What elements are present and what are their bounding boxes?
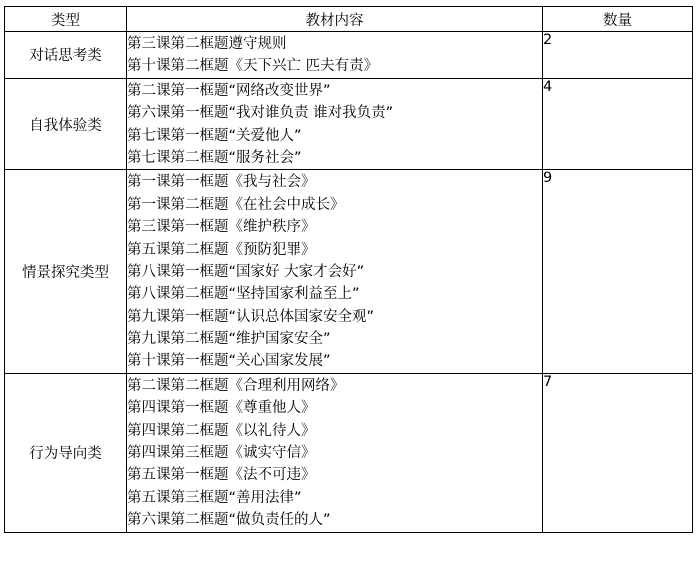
content-cell <box>127 170 543 374</box>
count-cell: 9 <box>543 170 693 374</box>
content-item: 第四课第三框题《诚实守信》 <box>127 445 316 462</box>
content-item: 第九课第一框题“认识总体国家安全观” <box>127 308 375 325</box>
content-item: 第二课第一框题“网络改变世界” <box>127 82 331 99</box>
table-row <box>5 170 693 374</box>
content-item: 第六课第二框题“做负责任的人” <box>127 512 331 529</box>
count-cell: 2 <box>543 32 693 79</box>
textbook-content-table <box>4 6 693 533</box>
content-item: 第五课第一框题《法不可违》 <box>127 467 316 484</box>
table-row <box>5 373 693 532</box>
content-item: 第一课第二框题《在社会中成长》 <box>127 196 345 213</box>
content-item: 第十课第一框题“关心国家发展” <box>127 353 331 370</box>
content-item: 第四课第一框题《尊重他人》 <box>127 400 316 417</box>
type-cell: 自我体验类 <box>5 78 127 170</box>
table-row <box>5 78 693 170</box>
content-item: 第八课第二框题“坚持国家利益至上” <box>127 286 360 303</box>
content-item: 第五课第三框题“善用法律” <box>127 489 302 506</box>
type-cell: 情景探究类型 <box>5 170 127 374</box>
header-type: 类型 <box>5 7 127 32</box>
count-cell: 7 <box>543 373 693 532</box>
content-cell <box>127 32 543 79</box>
content-item: 第十课第二框题《天下兴亡 匹夫有责》 <box>127 58 379 75</box>
content-item: 第三课第二框题遵守规则 <box>127 36 287 52</box>
content-cell <box>127 373 543 532</box>
content-item: 第三课第一框题《维护秩序》 <box>127 219 316 236</box>
content-item: 第二课第二框题《合理利用网络》 <box>127 377 345 394</box>
content-item: 第六课第一框题“我对谁负责 谁对我负责” <box>127 105 394 122</box>
header-count: 数量 <box>543 7 693 32</box>
header-row <box>5 7 693 32</box>
type-cell: 对话思考类 <box>5 32 127 79</box>
content-item: 第一课第一框题《我与社会》 <box>127 174 316 191</box>
type-cell: 行为导向类 <box>5 373 127 532</box>
header-content: 教材内容 <box>127 7 543 32</box>
content-item: 第五课第二框题《预防犯罪》 <box>127 241 316 258</box>
content-cell <box>127 78 543 170</box>
content-item: 第七课第一框题“关爱他人” <box>127 127 302 144</box>
content-item: 第四课第二框题《以礼待人》 <box>127 422 316 439</box>
table-row <box>5 32 693 79</box>
content-item: 第九课第二框题“维护国家安全” <box>127 331 331 348</box>
count-cell: 4 <box>543 78 693 170</box>
content-item: 第八课第一框题“国家好 大家才会好” <box>127 263 365 280</box>
content-item: 第七课第二框题“服务社会” <box>127 149 302 166</box>
